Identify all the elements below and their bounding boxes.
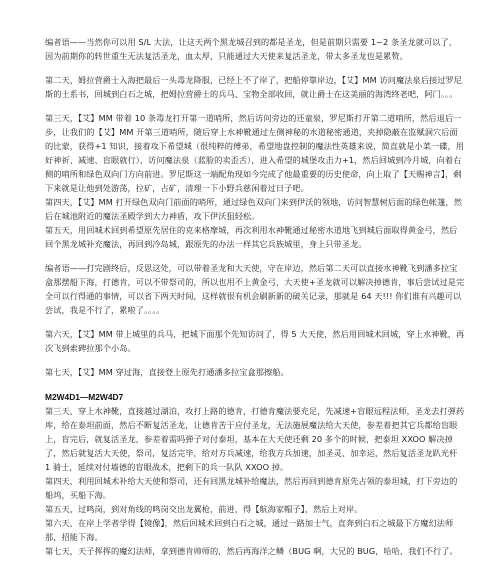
section-paragraph-day-4: 第四天，利用回城术补给大天使和祭司，还有回黑龙城补给魔法，然后再回到德肯原先占领的泰坦城，打下旁边的船坞，买船下海。 xyxy=(45,476,458,500)
paragraph-day-4: 第四天，【艾】MM 打开绿色双向门前面的哨所，通过绿色双向门来到伊沃的领地，访问智慧树后面的绿色帐篷，然后在城池附近的魔法圣殿学到大力神盾，攻下伊沃狙轻松。 xyxy=(45,197,462,221)
section-paragraph-day-3: 第三天，穿上水神靴，直接越过湖泊，攻打上路的德肯，打德肯魔法要充足，先减速+盲眼远程法师，圣龙去打弹药库，给在泰坦前面，然后不断复活圣龙，让德肯苦于应付圣龙，无法施展魔法给大天使，参差着把其它兵都给盲眼上，盲完后，就复活圣龙，参差着需吗弹子对付泰坦，基本在大天使还剩 20 多个的时候，把泰坦 XXOO 解决掉了，然后就复活大天使，祭司，复活完毕，给对方兵减速，给我方兵加速，加圣灵、加幸运，然后复活圣龙趴光杆 1 骑士，延续对付墙德的盲眼战术，把剩下的兵一队队 XXOO 掉。 xyxy=(45,406,465,472)
document-body xyxy=(45,35,465,558)
paragraph-day-2: 第二天，姆拉营爵士入海把最后一头毒龙降服，已经上不了岸了，把船停靠岸边，【艾】MM 访问魔法泉后接过罗尼斯的土系书，回城到白石之城，把姆拉营爵士的兵马、宝物全部收回，就让爵士在这美丽的海湾终老吧，阿门。。。 xyxy=(45,75,462,99)
intro-editor-note: 编者语——当然你可以用 S/L 大法，让这天两个黑龙城召到的都是圣龙，但是前期只需要 1~2 条圣龙就可以了，因为前期你的转世重生无法复活圣龙，血太厚，只能通过大天使来复活圣龙，带太多圣龙也是累赘。 xyxy=(45,37,457,61)
editor-note-replay: 编者语——打完剧终后，反思这处，可以带着圣龙和大天使，守在岸边，然后第二天可以直接水神靴飞到潘多拉宝盒那摆船下海，打德肯，可以不带祭司的，所以也用不上黄金弓，大天使+圣龙就可以解决掉德肯，事后尝试过是完全可以行得通的事情，可以省下两天时间，这样就很有机会刷新新的破关记录，那就是 64 天!!! 你们谁有兴趣可以尝试，我是不行了，累啦了。。。。 xyxy=(45,263,465,315)
paragraph-day-6: 第六天，【艾】MM 带上城里的兵马，把城下面那个先知访问了，得 5 大天使，然后用回城术回城，穿上水神靴，再次飞到索碑拉那个小岛。 xyxy=(45,329,465,353)
paragraph-day-3: 第三天，【艾】MM 带着 10 条毒龙打开第一道哨所，然后访问旁边的还童泉，罗尼斯打开第二道哨所，然后退后一步，让我们的【艾】MM 开第三道哨所，随后穿上水神靴通过左侧神秘的水道秘密通道，夹掉隐蔽在监赋洞穴后面的比蒙，获得+1 知识，接着攻下希望城（很纯粹的傅弟，希望地盘控制的魔法性英雄来说，简直就是小菜一碟，用好神祈、减速、盲眼就行），访问魔法泉（蓝脸的卖歪舌），进入希望的城堡攻击力+1，然后回城到冷月城，向着右侧的哨所和绿色双向门方向前进。罗尼斯这一端配角现如今完成了他最重要的历史使命，向上取了【天赐神言】，剩下来就是让他到处游荡，拉矿，占矿，清理一下小野兵慈闲着过日子吧。 xyxy=(45,113,464,193)
section-paragraph-day-6: 第六天，在岸上学者学得【镜像】，然后回城术回到白石之城，通过一路加士气，直奔到白石之城最下方魔幻法师那，招能下海。 xyxy=(45,518,454,542)
paragraph-day-7: 第七天，【艾】MM 穿过海，直接登上原先打通潘多拉宝盒那擦船。 xyxy=(45,367,289,377)
section-paragraph-day-5: 第五天，过鸣岗，到对角线的鸣岗交出龙翼枪，前进，得【航海家帽子】，然后上对岸。 xyxy=(45,504,363,514)
section-heading-m2w4: M2W4D1—M2W4D7 xyxy=(45,392,124,402)
section-paragraph-day-7: 第七天，天子挥挥的魔幻法师，拿到德肯帅师的，然后再海洋之鳞（BUG 啊，大兄的 BUG，哈哈，我们不行了。 xyxy=(45,546,458,556)
paragraph-day-5: 第五天，用回城术回到希望原先居住的克来格摩城，再次利用水神靴通过秘密水道地飞到城后面取得黄金弓，然后回个黑龙城补充魔法，再回到冷岛城，跟原先的办法一样其它兵族城里，身上只带圣龙。 xyxy=(45,225,458,249)
